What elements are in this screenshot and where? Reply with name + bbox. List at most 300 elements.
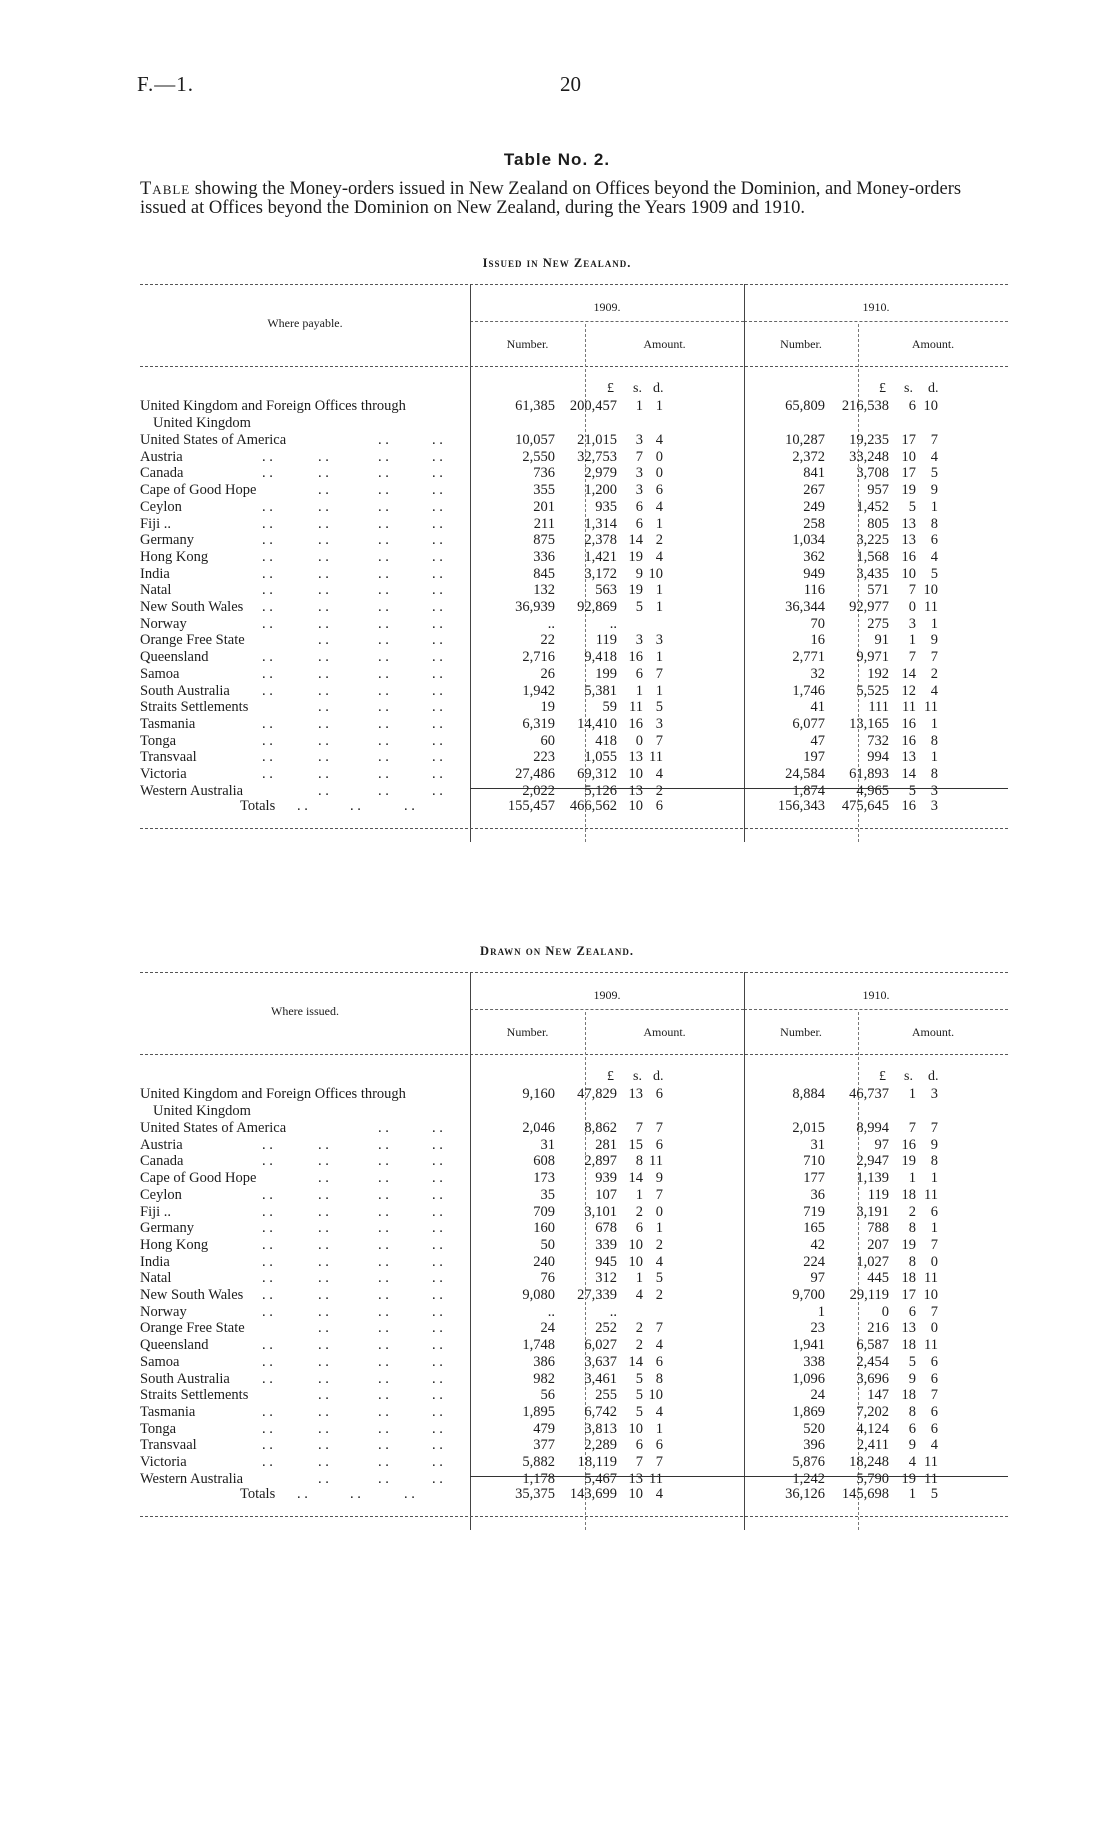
- row-label: Ceylon: [140, 498, 182, 515]
- cell-d1: 10: [648, 565, 663, 582]
- cell-s2: 16: [901, 715, 916, 732]
- leader-dots: . .: [432, 1203, 443, 1220]
- cell-l2: 275: [867, 615, 889, 632]
- row-label: Hong Kong: [140, 1236, 209, 1253]
- cell-n2: 1,096: [792, 1370, 825, 1387]
- table-row: [140, 516, 1008, 533]
- cell-s2: 6: [908, 1420, 916, 1437]
- unit-pounds: £: [879, 1069, 886, 1084]
- cell-l2: 2,411: [856, 1437, 889, 1454]
- table-row: [140, 1170, 1008, 1187]
- leader-dots: . .: [318, 615, 329, 632]
- totals-row: [140, 798, 1008, 815]
- cell-s2: 13: [901, 749, 916, 766]
- leader-dots: . .: [262, 582, 273, 599]
- cell-n1: 24: [540, 1320, 555, 1337]
- leader-dots: . .: [318, 1136, 329, 1153]
- table-row: [140, 432, 1008, 449]
- leader-dots: . .: [378, 482, 389, 499]
- leader-dots: . .: [318, 1270, 329, 1287]
- cell-n2: 47: [810, 732, 825, 749]
- cell-l1: 107: [595, 1186, 617, 1203]
- leader-dots: . .: [378, 465, 389, 482]
- leader-dots: . .: [318, 782, 329, 799]
- leader-dots: . .: [432, 649, 443, 666]
- leader-dots: . .: [318, 1403, 329, 1420]
- table-row: [140, 499, 1008, 516]
- leader-dots: . .: [432, 1120, 443, 1136]
- cell-n1: ..: [547, 615, 555, 632]
- cell-d2: 8: [930, 1153, 938, 1170]
- leader-dots: . .: [318, 1370, 329, 1387]
- leader-dots: . .: [318, 732, 329, 749]
- cell-d2: 1: [930, 1220, 938, 1237]
- cell-d1: 3: [655, 632, 663, 649]
- cell-l1: 200,457: [569, 398, 617, 414]
- leader-dots: . .: [378, 632, 389, 649]
- leader-dots: . .: [318, 1236, 329, 1253]
- unit-pounds: £: [607, 381, 614, 396]
- cell-n2: 32: [810, 665, 825, 682]
- cell-s2: 17: [901, 1287, 916, 1303]
- cell-l2: 3,696: [856, 1370, 889, 1387]
- cell-s1: 6: [635, 515, 643, 532]
- leader-dots: . .: [432, 615, 443, 632]
- row-label: Cape of Good Hope: [140, 1170, 257, 1187]
- amount-header-1909: Amount.: [643, 337, 686, 351]
- cell-s1: 0: [635, 732, 643, 749]
- leader-dots: . .: [262, 1303, 273, 1320]
- cell-s1: 5: [635, 1403, 643, 1420]
- cell-l2: 3,435: [856, 565, 889, 582]
- row-label: India: [140, 1253, 170, 1270]
- row-label: Natal: [140, 1270, 172, 1287]
- cell-n1: 27,486: [515, 766, 555, 782]
- leader-dots: . .: [432, 1270, 443, 1287]
- cell-s1: 2: [635, 1320, 643, 1337]
- cell-n2: 2,372: [792, 448, 825, 465]
- row-label: Transvaal: [140, 1437, 197, 1454]
- row-label: Orange Free State: [140, 632, 245, 649]
- leader-dots: . .: [318, 582, 329, 599]
- unit-shillings: s.: [904, 1069, 913, 1084]
- cell-d2: 7: [930, 1236, 938, 1253]
- cell-n1: 608: [533, 1153, 555, 1170]
- cell-s2: 5: [908, 498, 916, 515]
- cell-d1: 4: [655, 498, 663, 515]
- cell-s2: 18: [901, 1387, 916, 1404]
- cell-s2: 8: [908, 1403, 916, 1420]
- leader-dots: . .: [432, 1387, 443, 1404]
- cell-l1: 1,314: [584, 515, 617, 532]
- leader-dots: . .: [378, 1203, 389, 1220]
- row-label: Fiji ..: [140, 515, 172, 532]
- table-row: [140, 1187, 1008, 1204]
- leader-dots: . .: [262, 1153, 273, 1170]
- cell-l2: 7,202: [856, 1403, 889, 1420]
- cell-n2: 97: [810, 1270, 825, 1287]
- cell-n2: 338: [803, 1353, 825, 1370]
- cell-l2: 147: [867, 1387, 889, 1404]
- cell-l2: 29,119: [849, 1287, 889, 1303]
- cell-n2: 1,869: [792, 1403, 825, 1420]
- leader-dots: . .: [262, 1236, 273, 1253]
- cell-n2: 65,809: [785, 398, 825, 414]
- leader-dots: . .: [432, 632, 443, 649]
- leader-dots: . .: [378, 1353, 389, 1370]
- cell-l2: 19,235: [849, 432, 889, 448]
- cell-l1: 59: [602, 699, 617, 716]
- cell-n2: 362: [803, 548, 825, 565]
- cell-s1: 6: [635, 1437, 643, 1454]
- cell-s1: 9: [635, 565, 643, 582]
- cell-d2: 6: [930, 1403, 938, 1420]
- table-row: [140, 749, 1008, 766]
- table-row: [140, 616, 1008, 633]
- cell-d1: 0: [655, 448, 663, 465]
- cell-n1: 982: [533, 1370, 555, 1387]
- cell-n1: 22: [540, 632, 555, 649]
- leader-dots: . .: [318, 532, 329, 549]
- row-label: Canada: [140, 1153, 184, 1170]
- cell-d1: 1: [655, 1220, 663, 1237]
- leader-dots: . .: [318, 1253, 329, 1270]
- leader-dots: . .: [262, 682, 273, 699]
- cell-n1: 211: [533, 515, 555, 532]
- cell-n2: 24,584: [785, 766, 825, 782]
- leader-dots: . .: [262, 1253, 273, 1270]
- row-label: Straits Settlements: [140, 699, 249, 716]
- cell-d1: 7: [655, 1186, 663, 1203]
- cell-n1: 60: [540, 732, 555, 749]
- cell-n1: 845: [533, 565, 555, 582]
- cell-s1: 7: [635, 448, 643, 465]
- leader-dots: . .: [432, 565, 443, 582]
- cell-s1: 1: [635, 1270, 643, 1287]
- leader-dots: . .: [378, 1270, 389, 1287]
- cell-n1: 9,160: [522, 1086, 555, 1102]
- cell-d2: 4: [930, 682, 938, 699]
- cell-s2: 17: [901, 465, 916, 482]
- total-n1: 35,375: [515, 1486, 555, 1502]
- leader-dots: . .: [318, 632, 329, 649]
- where-column-header: Where issued.: [271, 1004, 339, 1018]
- cell-l1: 418: [595, 732, 617, 749]
- cell-l1: 92,869: [577, 599, 617, 615]
- cell-d2: 9: [930, 632, 938, 649]
- cell-s2: 3: [908, 615, 916, 632]
- cell-n2: 41: [810, 699, 825, 716]
- cell-n2: 949: [803, 565, 825, 582]
- leader-dots: . .: [318, 1387, 329, 1404]
- table-top-rule: [140, 972, 1008, 973]
- cell-d2: 7: [930, 1303, 938, 1320]
- row-label: Tasmania: [140, 1403, 196, 1420]
- leader-dots: . .: [262, 599, 273, 615]
- cell-s2: 16: [901, 548, 916, 565]
- total-l1: 143,699: [569, 1486, 617, 1502]
- leader-dots: . .: [432, 1370, 443, 1387]
- year-rule-1909: [470, 1009, 744, 1010]
- cell-s2: 13: [901, 532, 916, 549]
- cell-d1: 0: [655, 1203, 663, 1220]
- cell-l1: 935: [595, 498, 617, 515]
- cell-d1: 1: [655, 582, 663, 599]
- leader-dots: . .: [432, 1220, 443, 1237]
- cell-l2: 192: [867, 665, 889, 682]
- cell-l2: 216,538: [841, 398, 889, 414]
- cell-d1: 7: [655, 1320, 663, 1337]
- cell-l2: 805: [867, 515, 889, 532]
- cell-d2: 6: [930, 1203, 938, 1220]
- leader-dots: . .: [378, 582, 389, 599]
- leader-dots: . .: [432, 1287, 443, 1303]
- cell-s1: 3: [635, 432, 643, 448]
- total-s2: 16: [901, 798, 916, 814]
- cell-l2: 5,790: [856, 1470, 889, 1487]
- leader-dots: . .: [318, 1337, 329, 1354]
- leader-dots: . .: [318, 1303, 329, 1320]
- cell-d2: 11: [924, 1470, 938, 1487]
- cell-s1: 7: [635, 1120, 643, 1136]
- leader-dots: . .: [378, 1186, 389, 1203]
- leader-dots: . .: [432, 482, 443, 499]
- cell-d2: 1: [930, 1170, 938, 1187]
- cell-l2: 571: [867, 582, 889, 599]
- cell-d2: 1: [930, 749, 938, 766]
- cell-l2: 33,248: [849, 448, 889, 465]
- row-label: United States of America: [140, 1120, 287, 1136]
- total-d2: 3: [930, 798, 938, 814]
- cell-n1: 736: [533, 465, 555, 482]
- total-s1: 10: [628, 798, 643, 814]
- total-n2: 36,126: [785, 1486, 825, 1502]
- cell-s2: 13: [901, 515, 916, 532]
- leader-dots: . .: [318, 498, 329, 515]
- number-header-1909: Number.: [506, 337, 549, 351]
- unit-pence: d.: [653, 1069, 664, 1084]
- cell-l2: 0: [881, 1303, 889, 1320]
- table-row: [140, 465, 1008, 482]
- totals-rule: [470, 788, 1008, 789]
- table-row: [140, 1437, 1008, 1454]
- row-label: Cape of Good Hope: [140, 482, 257, 499]
- number-header-1910: Number.: [780, 1025, 822, 1039]
- cell-s2: 16: [901, 1136, 916, 1153]
- total-l2: 145,698: [841, 1486, 889, 1502]
- cell-s2: 4: [908, 1454, 916, 1470]
- leader-dots: . .: [432, 699, 443, 716]
- totals-label: Totals: [240, 798, 276, 814]
- table-row: [140, 599, 1008, 616]
- leader-dots: . .: [262, 1337, 273, 1354]
- cell-n1: 479: [533, 1420, 555, 1437]
- cell-s2: 19: [901, 1236, 916, 1253]
- leader-dots: . .: [318, 665, 329, 682]
- cell-d1: 2: [655, 532, 663, 549]
- leader-dots: . .: [432, 1136, 443, 1153]
- table-row: [140, 1387, 1008, 1404]
- row-label-continued: United Kingdom: [153, 1103, 251, 1119]
- cell-d2: 11: [924, 599, 938, 615]
- row-label: Transvaal: [140, 749, 197, 766]
- leader-dots: . .: [378, 615, 389, 632]
- cell-d1: 11: [649, 749, 663, 766]
- leader-dots: . .: [318, 1420, 329, 1437]
- table-row: [140, 1304, 1008, 1321]
- cell-s2: 9: [908, 1437, 916, 1454]
- cell-s1: 3: [635, 632, 643, 649]
- row-label: Queensland: [140, 1337, 209, 1354]
- cell-l1: 199: [595, 665, 617, 682]
- cell-d1: 6: [655, 1437, 663, 1454]
- leader-dots: . .: [318, 1353, 329, 1370]
- leader-dots: . .: [350, 798, 361, 814]
- cell-d2: 9: [930, 482, 938, 499]
- table-row: [140, 1237, 1008, 1254]
- cell-n2: 16: [810, 632, 825, 649]
- cell-s1: 15: [628, 1136, 643, 1153]
- cell-n2: 42: [810, 1236, 825, 1253]
- leader-dots: . .: [432, 1170, 443, 1187]
- cell-s2: 7: [908, 1120, 916, 1136]
- cell-s2: 7: [908, 582, 916, 599]
- leader-dots: . .: [318, 465, 329, 482]
- cell-n1: 2,550: [522, 448, 555, 465]
- cell-n1: 35: [540, 1186, 555, 1203]
- leader-dots: . .: [262, 448, 273, 465]
- table-row: [140, 632, 1008, 649]
- leader-dots: . .: [432, 1320, 443, 1337]
- cell-l2: 1,027: [856, 1253, 889, 1270]
- cell-l1: 5,126: [584, 782, 617, 799]
- cell-d1: 1: [655, 1420, 663, 1437]
- leader-dots: . .: [378, 599, 389, 615]
- cell-l1: 2,378: [584, 532, 617, 549]
- cell-s2: 17: [901, 432, 916, 448]
- cell-l2: 3,225: [856, 532, 889, 549]
- cell-d1: 1: [655, 599, 663, 615]
- number-header-1909: Number.: [506, 1025, 549, 1039]
- row-label: Norway: [140, 615, 187, 632]
- leader-dots: . .: [378, 1120, 389, 1136]
- leader-dots: . .: [432, 498, 443, 515]
- cell-s1: 11: [629, 699, 643, 716]
- leader-dots: . .: [378, 732, 389, 749]
- cell-s2: 14: [901, 766, 916, 782]
- amount-header-1909: Amount.: [643, 1025, 686, 1039]
- cell-s2: 19: [901, 482, 916, 499]
- leader-dots: . .: [318, 1203, 329, 1220]
- cell-l2: 119: [867, 1186, 889, 1203]
- leader-dots: . .: [432, 782, 443, 799]
- row-label: Samoa: [140, 665, 180, 682]
- row-label: India: [140, 565, 170, 582]
- cell-s2: 8: [908, 1253, 916, 1270]
- cell-s1: 19: [628, 548, 643, 565]
- header-bottom-rule: [140, 1054, 1008, 1055]
- cell-l2: 2,454: [856, 1353, 889, 1370]
- cell-n2: 197: [803, 749, 825, 766]
- leader-dots: . .: [432, 1186, 443, 1203]
- cell-s2: 6: [908, 398, 916, 414]
- cell-l1: 1,055: [584, 749, 617, 766]
- row-label: Western Australia: [140, 782, 244, 799]
- leader-dots: . .: [318, 682, 329, 699]
- totals-rule: [470, 1476, 1008, 1477]
- cell-l1: 119: [595, 632, 617, 649]
- leader-dots: . .: [378, 448, 389, 465]
- cell-s1: 16: [628, 649, 643, 666]
- cell-n2: 2,015: [792, 1120, 825, 1136]
- cell-d1: 6: [655, 1353, 663, 1370]
- leader-dots: . .: [432, 599, 443, 615]
- cell-s1: 7: [635, 1454, 643, 1470]
- cell-s1: 6: [635, 498, 643, 515]
- cell-l1: 18,119: [577, 1454, 617, 1470]
- year-1910-header: 1910.: [862, 988, 890, 1002]
- year-1909-header: 1909.: [593, 300, 621, 314]
- cell-s1: 5: [635, 1387, 643, 1404]
- cell-s1: 10: [628, 1420, 643, 1437]
- cell-s1: 16: [628, 715, 643, 732]
- row-label: New South Wales: [140, 1287, 244, 1303]
- cell-l2: 1,568: [856, 548, 889, 565]
- leader-dots: . .: [432, 682, 443, 699]
- leader-dots: . .: [318, 715, 329, 732]
- row-label: Tonga: [140, 732, 177, 749]
- leader-dots: . .: [262, 465, 273, 482]
- leader-dots: . .: [432, 1454, 443, 1470]
- cell-s1: 6: [635, 665, 643, 682]
- leader-dots: . .: [262, 1437, 273, 1454]
- cell-s1: 10: [628, 1253, 643, 1270]
- cell-d2: 4: [930, 548, 938, 565]
- cell-d1: 5: [655, 699, 663, 716]
- cell-l1: 27,339: [577, 1287, 617, 1303]
- cell-l1: 3,813: [584, 1420, 617, 1437]
- leader-dots: . .: [262, 515, 273, 532]
- row-label: Victoria: [140, 766, 187, 782]
- cell-d2: 10: [923, 1287, 938, 1303]
- leader-dots: . .: [318, 1287, 329, 1303]
- page-number: 20: [560, 72, 581, 96]
- total-n1: 155,457: [507, 798, 555, 814]
- cell-l1: 8,862: [584, 1120, 617, 1136]
- leader-dots: . .: [378, 548, 389, 565]
- leader-dots: . .: [318, 649, 329, 666]
- cell-n2: 710: [803, 1153, 825, 1170]
- leader-dots: . .: [378, 432, 389, 448]
- leader-dots: . .: [318, 749, 329, 766]
- total-l1: 466,562: [569, 798, 617, 814]
- cell-s1: 4: [635, 1287, 643, 1303]
- total-l2: 475,645: [841, 798, 889, 814]
- cell-s2: 10: [901, 448, 916, 465]
- cell-d1: 4: [655, 766, 663, 782]
- cell-s1: 1: [635, 398, 643, 414]
- leader-dots: . .: [432, 1236, 443, 1253]
- table-row: [140, 766, 1008, 783]
- cell-d2: 7: [930, 1120, 938, 1136]
- cell-d1: 1: [655, 398, 663, 414]
- cell-s2: 16: [901, 732, 916, 749]
- leader-dots: . .: [432, 766, 443, 782]
- leader-dots: . .: [378, 1320, 389, 1337]
- leader-dots: . .: [378, 498, 389, 515]
- cell-s1: 10: [628, 766, 643, 782]
- cell-n1: 10,057: [515, 432, 555, 448]
